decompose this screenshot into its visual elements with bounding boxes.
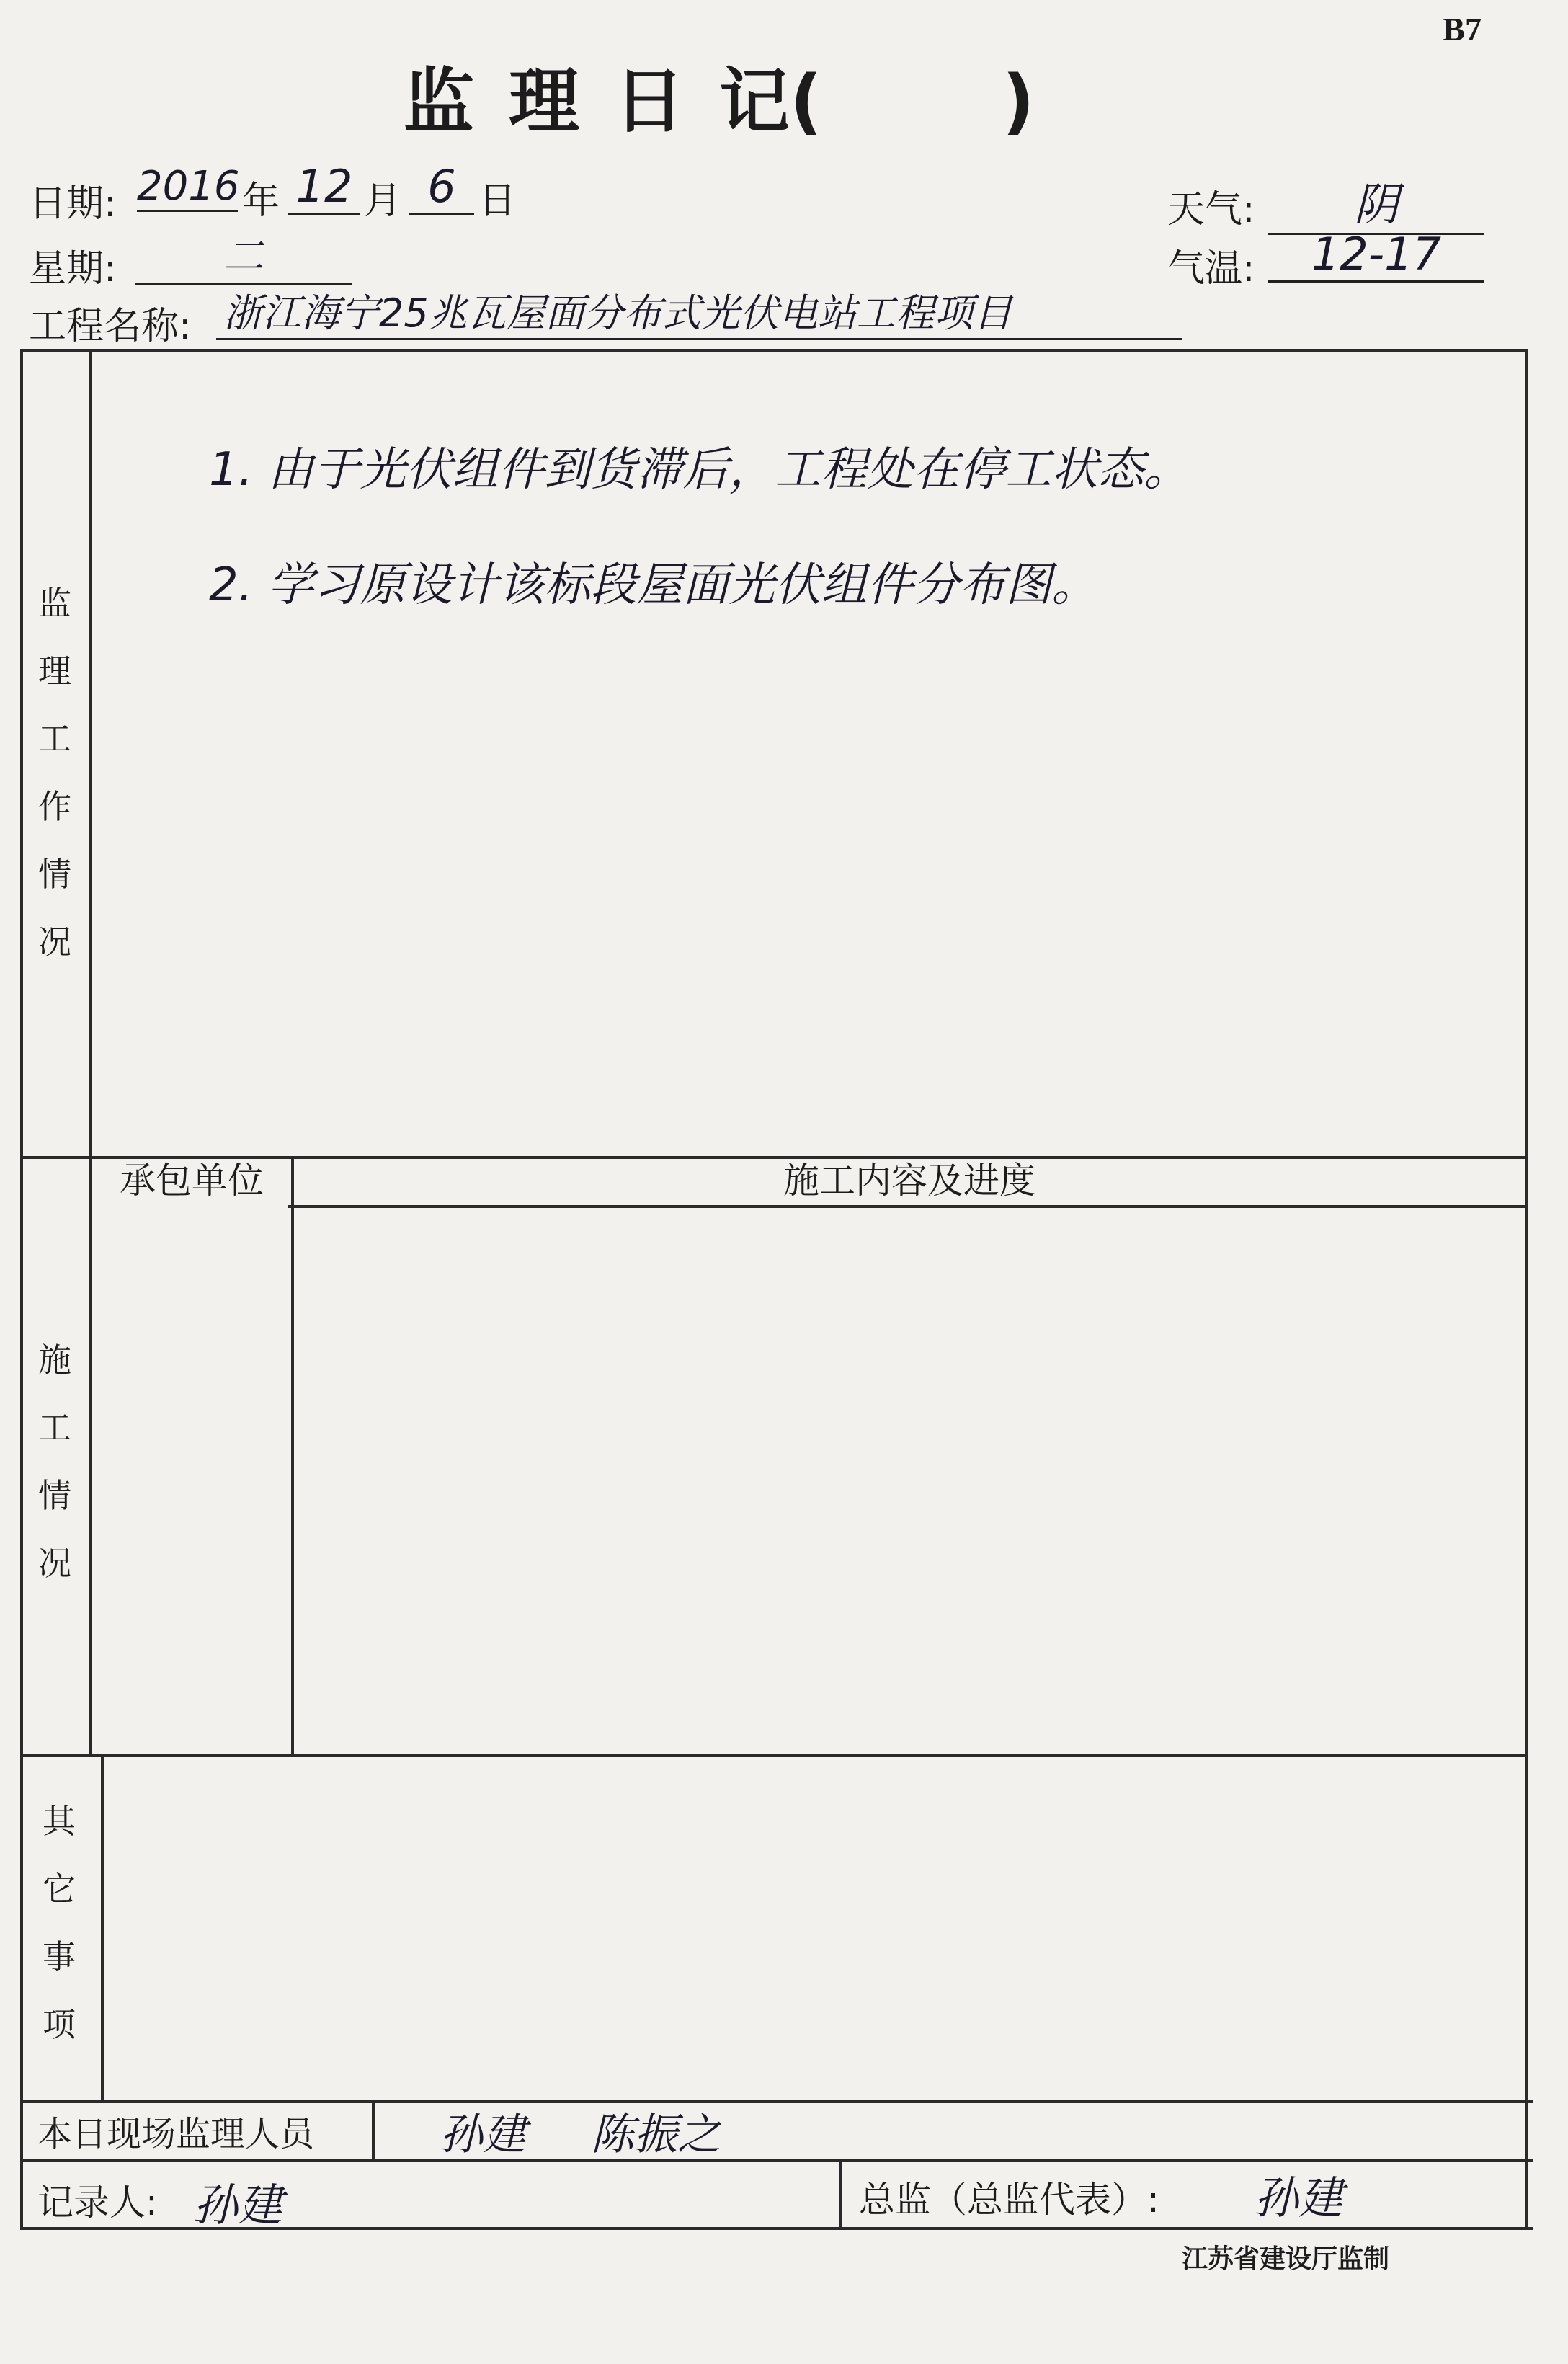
- project-name-value: 浙江海宁25兆瓦屋面分布式光伏电站工程项目: [216, 283, 1182, 340]
- title-char: 监: [404, 61, 509, 143]
- staff-label-border: [372, 2100, 375, 2159]
- weather-label: 天气:: [1167, 188, 1255, 231]
- table-left-border: [20, 349, 23, 2230]
- table-top-border: [20, 349, 1526, 352]
- table-right-border: [1525, 349, 1528, 2230]
- staff-signature: 陈振之: [591, 2110, 721, 2160]
- day-unit: 日: [478, 179, 517, 223]
- date-day-value: 6: [409, 160, 474, 215]
- recorder-signature: 孙建: [193, 2179, 283, 2231]
- supervision-line: 2. 学习原设计该标段屋面光伏组件分布图。: [209, 559, 1098, 612]
- form-code: B7: [1443, 11, 1482, 48]
- section-divider: [20, 2100, 1533, 2103]
- contractor-column-header: 承包单位: [120, 1160, 264, 1201]
- subheader-divider: [288, 1205, 1526, 1208]
- construction-section-label: 施工情况: [38, 1341, 71, 1583]
- weekday-label: 星期:: [29, 247, 117, 290]
- title-char: 日: [614, 61, 720, 143]
- title-char: 理: [509, 61, 615, 143]
- date-label: 日期:: [29, 182, 117, 226]
- temp-value: 12-17: [1268, 228, 1484, 283]
- other-section-label: 其它事项: [43, 1802, 76, 2044]
- weekday-value: 二: [135, 225, 352, 285]
- recorder-label: 记录人:: [37, 2182, 158, 2223]
- recorder-divider: [839, 2159, 842, 2227]
- title-paren-close: ): [1002, 61, 1035, 143]
- issuer-footer: 江苏省建设厅监制: [1182, 2244, 1390, 2274]
- date-month-value: 12: [288, 160, 360, 215]
- temp-label: 气温:: [1167, 247, 1255, 290]
- title-char: 记: [719, 61, 790, 143]
- progress-column-header: 施工内容及进度: [783, 1160, 1035, 1201]
- date-year-value: 2016: [137, 163, 238, 212]
- chief-signature: 孙建: [1254, 2172, 1344, 2224]
- label-column-border: [89, 349, 92, 1754]
- section-divider: [20, 1754, 1526, 1757]
- weather-value: 阴: [1268, 169, 1484, 235]
- month-unit: 月: [364, 179, 402, 223]
- contractor-column-border: [291, 1156, 294, 1754]
- page-title: [404, 45, 1035, 146]
- chief-label: 总监（总监代表）:: [859, 2179, 1159, 2221]
- staff-signature: 孙建: [440, 2110, 526, 2160]
- supervision-line: 1. 由于光伏组件到货滞后，工程处在停工状态。: [209, 443, 1190, 497]
- project-label: 工程名称:: [29, 305, 192, 348]
- staff-label: 本日现场监理人员: [37, 2114, 315, 2154]
- label-column-border: [101, 1754, 104, 2100]
- title-paren-open: (: [790, 61, 822, 143]
- supervision-section-label: 监理工作情况: [38, 584, 71, 961]
- year-unit: 年: [242, 179, 280, 223]
